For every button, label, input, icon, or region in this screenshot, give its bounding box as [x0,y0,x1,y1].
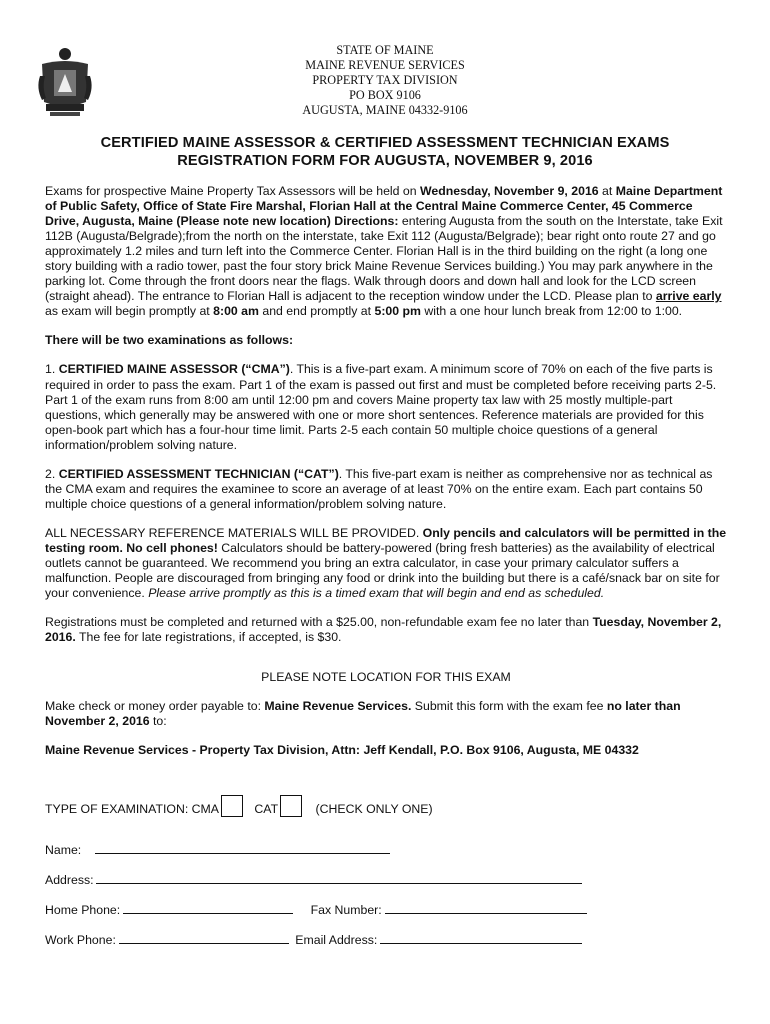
payment-text-2: Submit this form with the exam fee [411,699,607,714]
intro-paragraph [45,184,727,319]
address-field[interactable] [96,871,582,884]
location-note: PLEASE NOTE LOCATION FOR THIS EXAM [261,670,511,685]
start-time: 8:00 am [213,304,259,319]
two-exams-text: There will be two examinations as follows: [45,333,294,348]
cma-checkbox[interactable] [221,795,243,817]
check-only-one-note: (CHECK ONLY ONE) [315,802,433,816]
intro-text-6: with a one hour lunch break from 12:00 to 1:00. [420,304,683,319]
cat-checkbox[interactable] [280,795,302,817]
cma-paragraph [45,362,727,452]
letterhead-state: STATE OF MAINE [336,43,434,57]
title-line-1: CERTIFIED MAINE ASSESSOR & CERTIFIED ASSESSMENT TECHNICIAN EXAMS [100,135,670,151]
letterhead-pobox: PO BOX 9106 [349,88,421,102]
registration-text-2: The fee for late registrations, if accepted, is $30. [75,630,342,645]
letterhead [0,43,770,118]
cma-number: 1. [45,362,59,377]
phone-fax-row [45,901,587,918]
intro-text-5: and end promptly at [258,304,375,319]
materials-text-2: Calculators should be battery-powered (bring fresh batteries) as the availability of electrical outlets cannot be guaranteed. We recommend you bring an extra calculator, in case your primary calculator suffers a malfunction. People are discouraged from bringing any food or drink into the building but there is a café/snack bar on site for your convenience. [45,540,720,601]
document-body [45,184,727,771]
work-email-row [45,931,582,948]
end-time: 5:00 pm [374,304,421,319]
work-phone-label: Work Phone: [45,933,116,947]
registration-text-1: Registrations must be completed and returned with a $25.00, non-refundable exam fee no later than [45,615,593,630]
materials-italic: Please arrive promptly as this is a timed exam that will begin and end as scheduled. [148,586,605,601]
home-phone-field[interactable] [123,901,293,914]
arrive-early: arrive early [655,289,722,304]
registration-paragraph [45,615,727,645]
letterhead-division: PROPERTY TAX DIVISION [312,73,458,87]
payee: Maine Revenue Services. [264,699,412,714]
mail-to-paragraph [45,743,727,758]
registration-deadline: Tuesday, November 2, 2016. [45,615,722,645]
mail-to-address: Maine Revenue Services - Property Tax Division, Attn: Jeff Kendall, P.O. Box 9106, Augusta, ME 04332 [45,743,639,758]
name-row [45,841,390,858]
materials-paragraph [45,526,727,601]
intro-date: Wednesday, November 9, 2016 [420,184,599,198]
materials-bold: Only pencils and calculators will be permitted in the testing room. No cell phones! [45,525,727,555]
email-field[interactable] [380,931,582,944]
payment-deadline: no later than November 2, 2016 [45,699,681,729]
title-line-2: REGISTRATION FORM FOR AUGUSTA, NOVEMBER 9, 2016 [177,153,593,169]
materials-text-1: ALL NECESSARY REFERENCE MATERIALS WILL BE PROVIDED. [45,525,423,540]
intro-location: Maine Department of Public Safety, Office of State Fire Marshal, Florian Hall at the Central Maine Commerce Center, 45 Commerce Drive, Augusta, Maine (Please note new location) Directions: [45,184,723,229]
intro-directions: entering Augusta from the south on the Interstate, take Exit 112B (Augusta/Belgrade);from the north on the interstate, take Exit 112 (Augusta/Belgrade); bear right onto route 27 and go approximately 1.2 miles and turn left into the Commerce Center. Florian Hall is in the third building on the right (a long one story building with a radio tower, past the four story brick Maine Revenue Services building.) You may park anywhere in the parking lot. Come through the front doors near the flags. Walk through doors and down hall and look for the LCD screen (straight ahead). The entrance to Florian Hall is adjacent to the reception window under the LCD. Please plan to [45,214,723,304]
cat-paragraph [45,467,727,512]
fax-label: Fax Number: [310,903,382,917]
payment-paragraph [45,699,727,729]
name-field[interactable] [95,841,390,854]
cat-text: . This five-part exam is neither as comprehensive nor as technical as the CMA exam and requires the examinee to score an average of at least 70% on the entire exam. Each part contains 50 multiple choice questions of a general information/problem solving nature. [45,466,713,511]
intro-text-4: as exam will begin promptly at [45,304,214,319]
intro-text-2: at [598,184,616,198]
exam-type-label: TYPE OF EXAMINATION: CMA [45,802,219,816]
email-label: Email Address: [295,933,378,947]
payment-text-3: to: [149,714,167,729]
home-phone-label: Home Phone: [45,903,121,917]
letterhead-agency: MAINE REVENUE SERVICES [305,58,465,72]
fax-field[interactable] [385,901,587,914]
page-title [0,134,770,170]
address-label: Address: [45,873,94,887]
cma-text: . This is a five-part exam. A minimum score of 70% on each of the five parts is required in order to pass the exam. Part 1 of the exam is passed out first and must be completed before receiving parts 2-5. Part 1 of the exam runs from 8:00 am until 12:00 pm and covers Maine property tax law with 25 mostly multiple-part questions, which generally may be answered with one or more short sentences. Reference materials are provided for this open-book part which has a four-hour time limit. Parts 2-5 each contain 50 multiple choice questions of a general information/problem solving nature. [45,362,717,452]
cma-label: CERTIFIED MAINE ASSESSOR (“CMA”) [58,362,290,377]
cat-number: 2. [45,466,59,481]
intro-text-1: Exams for prospective Maine Property Tax Assessors will be held on [45,184,420,198]
cat-label: CERTIFIED ASSESSMENT TECHNICIAN (“CAT”) [58,466,339,481]
two-exams-heading [45,333,727,348]
name-label: Name: [45,843,82,857]
letterhead-city: AUGUSTA, MAINE 04332-9106 [302,103,468,117]
exam-type-row [45,795,433,817]
cat-checkbox-label: CAT [254,802,279,816]
address-row [45,871,582,888]
work-phone-field[interactable] [119,931,289,944]
payment-text-1: Make check or money order payable to: [45,699,265,714]
